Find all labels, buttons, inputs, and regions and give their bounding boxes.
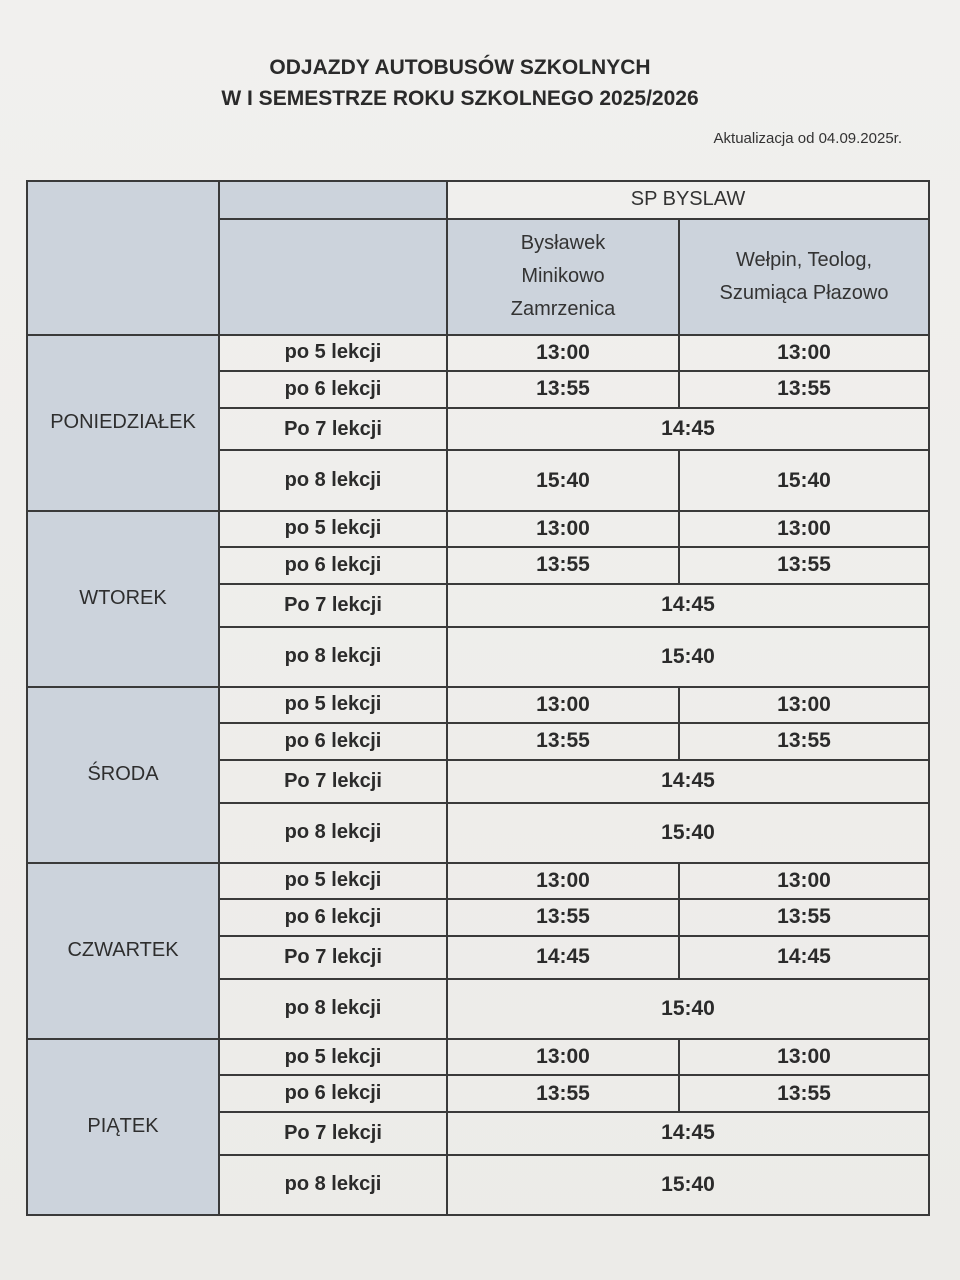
lesson-label: po 5 lekcji bbox=[219, 863, 447, 900]
lesson-label: po 5 lekcji bbox=[219, 511, 447, 548]
schedule-row bbox=[27, 335, 929, 372]
departure-time-route-b: 13:00 bbox=[679, 335, 929, 372]
lesson-label: Po 7 lekcji bbox=[219, 1112, 447, 1155]
route-a-line: Bysławek bbox=[520, 232, 606, 255]
departure-time-route-b: 15:40 bbox=[679, 450, 929, 510]
update-note: Aktualizacja od 04.09.2025r. bbox=[713, 130, 902, 147]
route-b-header bbox=[679, 219, 929, 335]
departure-time-route-a: 13:00 bbox=[447, 687, 679, 724]
departure-time-route-b: 13:00 bbox=[679, 863, 929, 900]
departure-time-route-b: 13:00 bbox=[679, 687, 929, 724]
lesson-label: po 6 lekcji bbox=[219, 371, 447, 408]
lesson-label: po 8 lekcji bbox=[219, 1155, 447, 1215]
lesson-label: po 8 lekcji bbox=[219, 803, 447, 863]
bus-schedule-table bbox=[26, 180, 930, 1216]
departure-time-route-a: 13:55 bbox=[447, 371, 679, 408]
header-blank-cell bbox=[219, 219, 447, 335]
departure-time-shared: 14:45 bbox=[447, 584, 929, 627]
lesson-label: po 6 lekcji bbox=[219, 547, 447, 584]
departure-time-route-a: 13:00 bbox=[447, 335, 679, 372]
lesson-label: po 6 lekcji bbox=[219, 899, 447, 936]
departure-time-route-a: 13:55 bbox=[447, 899, 679, 936]
departure-time-route-a: 13:55 bbox=[447, 1075, 679, 1112]
lesson-label: po 5 lekcji bbox=[219, 1039, 447, 1076]
lesson-label: Po 7 lekcji bbox=[219, 408, 447, 451]
lesson-label: po 8 lekcji bbox=[219, 450, 447, 510]
lesson-label: Po 7 lekcji bbox=[219, 760, 447, 803]
route-b-line: Szumiąca Płazowo bbox=[719, 281, 889, 304]
lesson-label: Po 7 lekcji bbox=[219, 936, 447, 979]
departure-time-route-a: 13:00 bbox=[447, 1039, 679, 1076]
day-label: CZWARTEK bbox=[27, 863, 219, 1039]
schedule-row bbox=[27, 687, 929, 724]
departure-time-route-a: 13:55 bbox=[447, 723, 679, 760]
route-a-line: Minikowo bbox=[521, 265, 605, 288]
day-label: WTOREK bbox=[27, 511, 219, 687]
title-line-1: ODJAZDY AUTOBUSÓW SZKOLNYCH bbox=[269, 56, 651, 79]
departure-time-route-b: 13:55 bbox=[679, 1075, 929, 1112]
schedule-row bbox=[27, 863, 929, 900]
day-label: PIĄTEK bbox=[27, 1039, 219, 1215]
departure-time-shared: 14:45 bbox=[447, 760, 929, 803]
departure-time-route-b: 14:45 bbox=[679, 936, 929, 979]
route-b-line: Wełpin, Teolog, bbox=[735, 248, 872, 271]
schedule-row bbox=[27, 511, 929, 548]
route-a-line: Zamrzenica bbox=[510, 298, 616, 321]
departure-time-route-b: 13:55 bbox=[679, 371, 929, 408]
day-label: PONIEDZIAŁEK bbox=[27, 335, 219, 511]
header-row-school bbox=[27, 181, 929, 219]
departure-time-route-b: 13:55 bbox=[679, 899, 929, 936]
departure-time-route-b: 13:55 bbox=[679, 723, 929, 760]
departure-time-shared: 15:40 bbox=[447, 1155, 929, 1215]
departure-time-route-b: 13:55 bbox=[679, 547, 929, 584]
departure-time-shared: 14:45 bbox=[447, 408, 929, 451]
route-a-header bbox=[447, 219, 679, 335]
departure-time-route-b: 13:00 bbox=[679, 1039, 929, 1076]
lesson-label: po 8 lekcji bbox=[219, 979, 447, 1039]
lesson-label: po 5 lekcji bbox=[219, 335, 447, 372]
title-line-2: W I SEMESTRZE ROKU SZKOLNEGO 2025/2026 bbox=[221, 87, 699, 110]
departure-time-shared: 14:45 bbox=[447, 1112, 929, 1155]
schedule-row bbox=[27, 1039, 929, 1076]
departure-time-shared: 15:40 bbox=[447, 979, 929, 1039]
day-label: ŚRODA bbox=[27, 687, 219, 863]
header-blank-cell bbox=[219, 181, 447, 219]
departure-time-shared: 15:40 bbox=[447, 803, 929, 863]
departure-time-route-a: 14:45 bbox=[447, 936, 679, 979]
departure-time-route-a: 15:40 bbox=[447, 450, 679, 510]
lesson-label: po 8 lekcji bbox=[219, 627, 447, 687]
lesson-label: po 6 lekcji bbox=[219, 1075, 447, 1112]
lesson-label: po 6 lekcji bbox=[219, 723, 447, 760]
lesson-label: Po 7 lekcji bbox=[219, 584, 447, 627]
corner-cell bbox=[27, 181, 219, 335]
departure-time-route-a: 13:00 bbox=[447, 863, 679, 900]
departure-time-shared: 15:40 bbox=[447, 627, 929, 687]
departure-time-route-b: 13:00 bbox=[679, 511, 929, 548]
departure-time-route-a: 13:55 bbox=[447, 547, 679, 584]
lesson-label: po 5 lekcji bbox=[219, 687, 447, 724]
school-header: SP BYSLAW bbox=[447, 181, 929, 219]
document-title bbox=[150, 52, 770, 114]
departure-time-route-a: 13:00 bbox=[447, 511, 679, 548]
